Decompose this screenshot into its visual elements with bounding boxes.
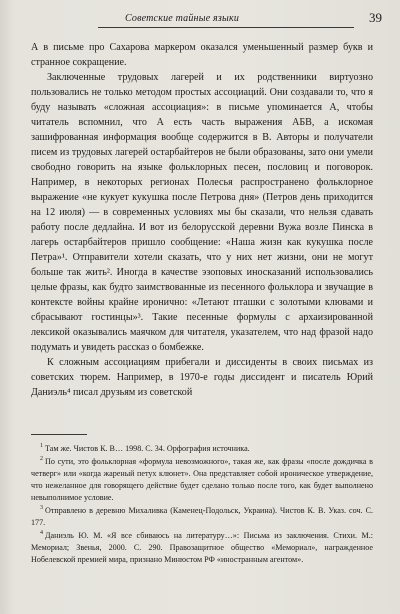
footnote <box>31 530 373 566</box>
footnote-text: Отправлено в деревню Михаливка (Каменец-Подольск, Украина). Чистов К. В. Указ. соч. С. 177. <box>31 506 373 527</box>
body-text <box>31 40 373 400</box>
footnote-separator <box>31 434 87 435</box>
footnote-mark: 3 <box>40 505 43 512</box>
footnotes <box>31 443 373 567</box>
footnote <box>31 456 373 504</box>
footnote-text: Даниэль Ю. М. «Я все сбиваюсь на литературу…»: Письма из заключения. Стихи. М.: Мемориал; Звенья, 2000. С. 290. Правозащитное общество «Мемориал», награжденное Нобелевской премией мира, признано Минюстом РФ «иностранным агентом». <box>31 531 373 564</box>
footnote-text: По сути, это фольклорная «формула невозможного», такая же, как фразы «после дождичка в четверг» или «когда жареный петух клюнет». Она представляет собой ироническое утверждение, что нежеланное для говорящего действие будет сделано только после того, как будет выполнено невыполнимое условие. <box>31 457 373 502</box>
paragraph: А в письме про Сахарова маркером оказался уменьшенный размер букв и странное сокращение. <box>31 42 373 68</box>
footnote <box>31 505 373 529</box>
footnote-mark: 4 <box>40 530 43 537</box>
footnote <box>31 443 373 455</box>
page-number: 39 <box>369 10 382 25</box>
paragraph: К сложным ассоциациям прибегали и диссиденты в своих письмах из советских тюрем. Например, в 1970-е годы диссидент и писатель Юрий Даниэль⁴ писал друзьям из советской <box>31 357 373 398</box>
footnote-text: Там же. Чистов К. В… 1998. С. 34. Орфография источника. <box>45 444 250 453</box>
footnote-mark: 2 <box>40 456 43 463</box>
running-title: Советские тайные языки <box>124 13 240 24</box>
footnote-mark: 1 <box>40 443 43 450</box>
paragraph: Заключенные трудовых лагерей и их родственники виртуозно пользовались не только методом простых ассоциаций. Они создавали то, что я буду называть «сложная ассоциация»: в письме упоминается А, чтобы читатель вспомнил, что А есть часть выражения АБВ, а искомая зашифрованная информация вообще содержится в В. Авторы и получатели писем из трудовых лагерей остарбайтеров не были образованы, зато они умели свободно говорить на языке фольклорных песен, пословиц и поговорок. Например, в некоторых регионах Полесья распространено фольклорное выражение «не кукует кукушка после Петрова дня» (Петров день приходится на 12 июля) — в современных условиях мы бы сказали, что нельзя сдавать работу после дедлайна. И вот из белорусской деревни Вужа возле Пинска в лагерь остарбайтеров пришло сообщение: «Наша жизн как кукушка после Петра»¹. Отправители хотели сказать, что у них нет жизни, они не могут больше так жить². Иногда в качестве эзоповых иносказаний использовались целые фразы, как будто заимствованные из песенного фольклора и звучащие в контексте войны крайне иронично: «Летают пташки с золотыми клювами и сбрасывают гостинцы»³. Такие песенные формулы с архаизированной лексикой оказывались маячком для читателя, указателем, что над фразой надо подумать и увидеть рассказ о бомбежке. <box>31 72 373 353</box>
page-header <box>8 6 388 32</box>
header-rule <box>98 27 354 28</box>
